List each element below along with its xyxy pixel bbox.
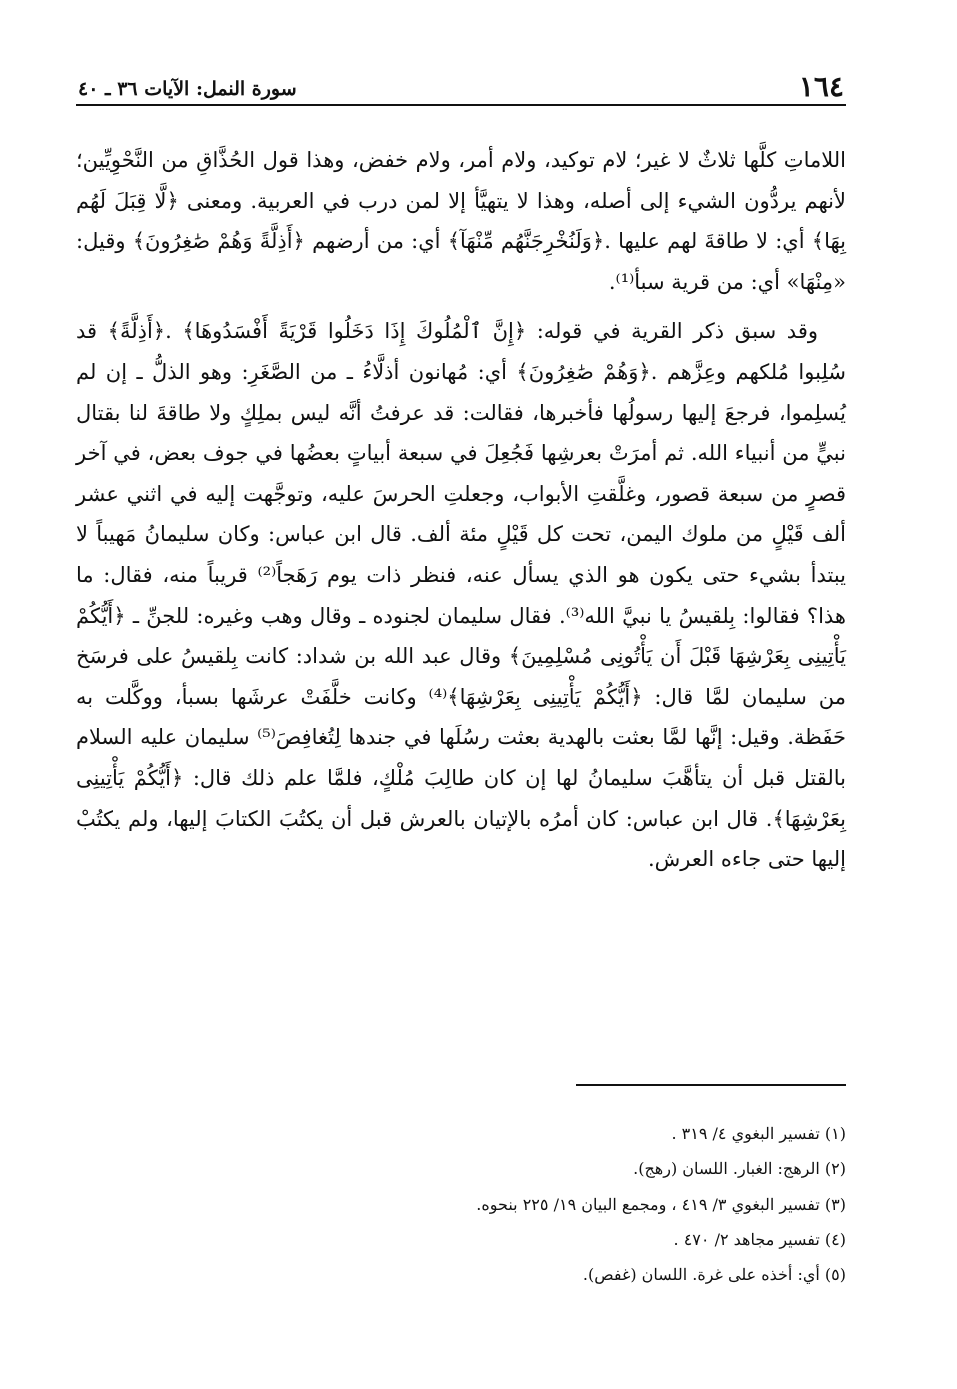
footnote-2: (٢) الرهج: الغبار. اللسان (رهج).: [633, 1159, 846, 1179]
paragraph: اللاماتِ كلَّها ثلاثٌ لا غير؛ لام توكيد، ولام أمر، ولام خفض، وهذا قول الحُذَّاقِ من النَّحْوِيِّين؛ لأنهم يردُّون الشيء إلى أصله، وهذا لا يتهيَّأ إلا لمن درب في العربية. ومعنى ﴿لَّا قِبَلَ لَهُم بِهَا﴾ أي: لا طاقةَ لهم عليها .﴿وَلَنُخْرِجَنَّهُم مِّنْهَآ﴾ أي: من أرضهم ﴿أَذِلَّةً وَهُمْ صَٰغِرُونَ﴾ وقيل: «مِنْهَا» أي: من قرية سبأ⁽¹⁾.: [76, 148, 846, 294]
footnote-5: (٥) أي: أخذه على غرة. اللسان (غفص).: [582, 1265, 846, 1285]
main-text: [76, 140, 846, 880]
footnote-1: (١) تفسير البغوي ٤/ ٣١٩ .: [671, 1124, 846, 1143]
footnote-3: (٣) تفسير البغوي ٣/ ٤١٩ ، ومجمع البيان ١٩/ ٢٢٥ بنحوه.: [476, 1194, 846, 1214]
footnotes: [76, 1116, 846, 1292]
running-title: سورة النمل: الآيات ٣٦ ـ ٤٠: [78, 78, 297, 100]
page-number: ١٦٤: [798, 70, 844, 103]
page-header: [76, 62, 846, 106]
footnote-4: (٤) تفسير مجاهد ٢/ ٤٧٠ .: [673, 1229, 846, 1249]
paragraph: وقد سبق ذكر القرية في قوله: ﴿إِنَّ ٱلْمُلُوكَ إِذَا دَخَلُوا قَرْيَةً أَفْسَدُوهَا﴾ .﴿أَذِلَّةً﴾ قد سُلِبوا مُلكهم وعِزَّهم .﴿وَهُمْ صَٰغِرُونَ﴾ أي: مُهانون أذلَّاءُ ـ من الصَّغَرِ: وهو الذلُّ ـ إن لم يُسلِموا، فرجعَ إليها رسولُها فأخبرها، فقالت: قد عرفتُ أنَّه ليس بملِكٍ ولا طاقةَ لنا بقتال نبيٍّ من أنبياء الله. ثم أمرَتْ بعرشِها فَجُعِلَ في سبعة أبياتٍ بعضُها في جوف بعض، في آخر قصرٍ من سبعة قصور، وغلَّقتِ الأبواب، وجعلتِ الحرسَ عليه، وتوجَّهت إليه في اثني عشر ألف قَيْلٍ من ملوك اليمن، تحت كل قَيْلٍ مئة ألف. قال ابن عباس: وكان سليمانُ مَهيباً لا يبتدأ بشيء حتى يكون هو الذي يسأل عنه، فنظر ذات يوم رَهَجاً⁽²⁾ قريباً منه، فقال: ما هذا؟ فقالوا: بِلقيسُ يا نبيَّ الله⁽³⁾. فقال سليمان لجنوده ـ وقال وهب وغيره: للجنِّ ـ ﴿أَيُّكُمْ يَأْتِينِى بِعَرْشِهَا قَبْلَ أَن يَأْتُونِى مُسْلِمِينَ﴾ وقال عبد الله بن شداد: كانت بِلقيسُ على فرسَخ من سليمان لمَّا قال: ﴿أَيُّكُمْ يَأْتِينِى بِعَرْشِهَا﴾⁽⁴⁾ وكانت خلَّفَتْ عرشَها بسبأ، ووكَّلت به حَفَظة. وقيل: إنَّها لمَّا بعثت بالهدية بعثت رسُلَها في جندها لِتُغافِصَ⁽⁵⁾ سليمان عليه السلام بالقتل قبل أن يتأهَّبَ سليمانُ لها إن كان طالِبَ مُلْكٍ، فلمَّا علم ذلك قال: ﴿أَيُّكُمْ يَأْتِينِى بِعَرْشِهَا﴾. قال ابن عباس: كان أمرُه بالإتيان بالعرش قبل أن يكتُبَ الكتابَ إليها، ولم يكتُبْ إليها حتى جاءه العرش.: [76, 319, 847, 872]
footnote-divider: [576, 1084, 846, 1086]
